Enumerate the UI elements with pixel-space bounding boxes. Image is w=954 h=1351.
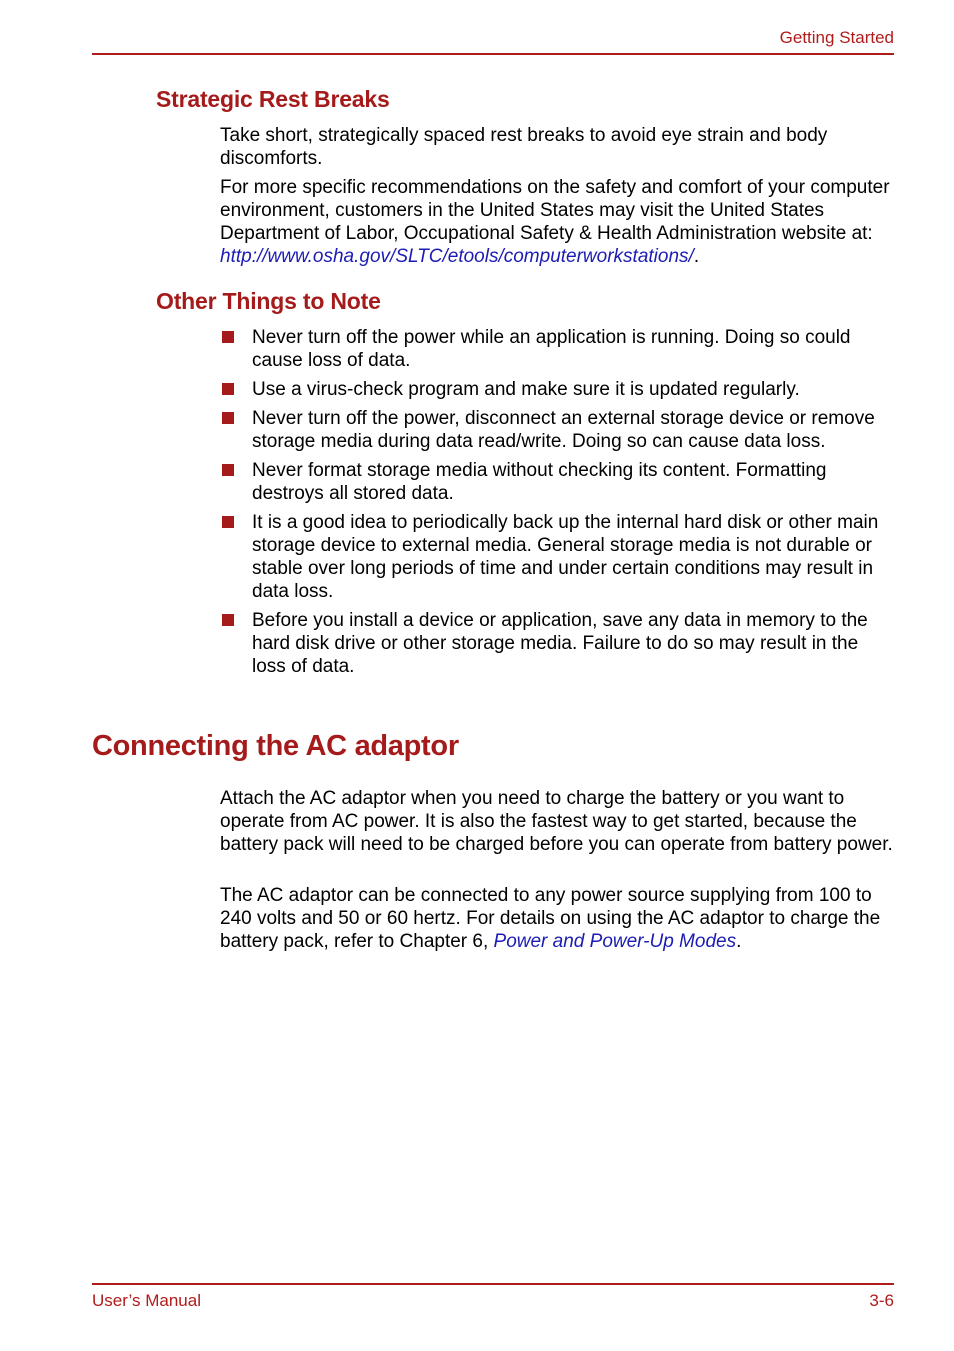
- power-modes-link[interactable]: Power and Power-Up Modes: [493, 931, 737, 952]
- ac-adaptor-paragraph-2-end: .: [736, 931, 742, 952]
- list-item-text: It is a good idea to periodically back up the internal hard disk or other main storage device to external media. General storage media is not durable or stable over long periods of time and under certain conditions may result in data loss.: [252, 512, 879, 602]
- list-item-text: Use a virus-check program and make sure it is updated regularly.: [252, 379, 800, 400]
- list-item-text: Never turn off the power while an application is running. Doing so could cause loss of data.: [252, 327, 851, 371]
- header-rule: [92, 53, 894, 55]
- square-bullet-icon: [222, 331, 234, 343]
- ac-adaptor-paragraph-2: [220, 884, 896, 953]
- square-bullet-icon: [222, 464, 234, 476]
- other-things-list: [220, 326, 896, 684]
- page-number: 3-6: [869, 1291, 894, 1310]
- list-item-text: Before you install a device or application, save any data in memory to the hard disk drive or other storage media. Failure to do so may result in the loss of data.: [252, 610, 868, 677]
- rest-breaks-paragraph-2: [220, 176, 896, 268]
- running-header: Getting Started: [779, 28, 894, 47]
- square-bullet-icon: [222, 383, 234, 395]
- osha-link[interactable]: http://www.osha.gov/SLTC/etools/computerworkstations/: [220, 246, 694, 267]
- rest-breaks-paragraph-2-end: .: [693, 246, 700, 267]
- list-item: [220, 326, 896, 372]
- list-item: [220, 609, 896, 678]
- footer-manual-title: User’s Manual: [92, 1291, 201, 1310]
- list-item-text: Never turn off the power, disconnect an external storage device or remove storage media during data read/write. Doing so can cause data loss.: [252, 408, 875, 452]
- list-item-text: Never format storage media without checking its content. Formatting destroys all stored data.: [252, 460, 827, 504]
- ac-adaptor-paragraph-1: Attach the AC adaptor when you need to charge the battery or you want to operate from AC power. It is also the fastest way to get started, because the battery pack will need to be charged before you can operate from battery power.: [220, 788, 893, 855]
- list-item: [220, 378, 896, 401]
- square-bullet-icon: [222, 412, 234, 424]
- section-heading-other-things: Other Things to Note: [156, 288, 381, 314]
- chapter-heading-ac-adaptor: Connecting the AC adaptor: [92, 730, 459, 762]
- list-item: [220, 511, 896, 603]
- square-bullet-icon: [222, 516, 234, 528]
- list-item: [220, 459, 896, 505]
- rest-breaks-paragraph-1: Take short, strategically spaced rest breaks to avoid eye strain and body discomforts.: [220, 125, 828, 169]
- ac-adaptor-paragraph-2-text: The AC adaptor can be connected to any power source supplying from 100 to 240 volts and 50 or 60 hertz. For details on using the AC adaptor to charge the battery pack, refer to Chapter 6,: [220, 885, 881, 952]
- list-item: [220, 407, 896, 453]
- section-heading-rest-breaks: Strategic Rest Breaks: [156, 86, 390, 112]
- square-bullet-icon: [222, 614, 234, 626]
- footer-rule: [92, 1283, 894, 1285]
- rest-breaks-paragraph-2-text: For more specific recommendations on the safety and comfort of your computer environment, customers in the United States may visit the United States Department of Labor, Occupational Safety & Health Administration website at:: [220, 177, 890, 244]
